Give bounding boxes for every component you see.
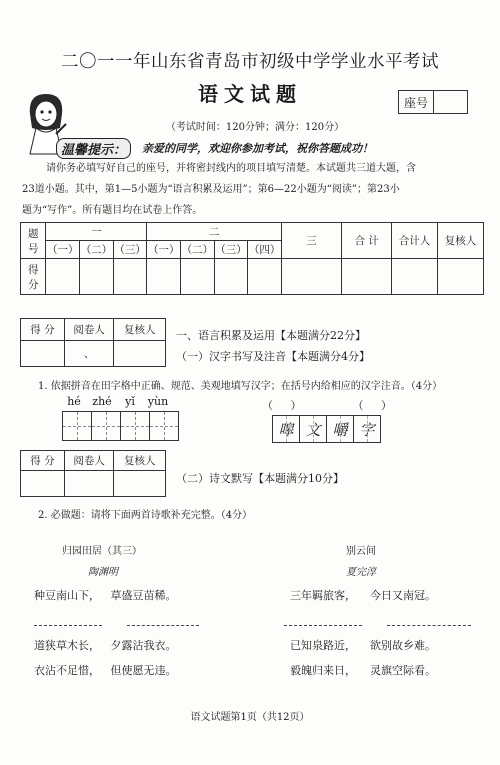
pinyin-1: hé: [67, 395, 81, 408]
paren-blank-1[interactable]: （ ）: [262, 399, 302, 412]
score-table-section-2: 二: [147, 223, 282, 241]
section2-sub2: （二）诗文默写【本题满分10分】: [176, 472, 344, 485]
pinyin-4: yùn: [147, 395, 169, 408]
poem1-title: 归园田居（其三）: [62, 546, 142, 557]
score-cell[interactable]: [80, 259, 114, 295]
score-table-total: 合 计: [342, 223, 392, 259]
page-footer: 语文试题第1页（共12页）: [190, 712, 310, 723]
poem2-title: 别云间: [346, 546, 376, 557]
grader-reader-cell[interactable]: [64, 471, 114, 497]
score-cell[interactable]: [214, 259, 248, 295]
seat-number-box: [398, 90, 468, 114]
poem2-line1: 三年羁旅客， 今日又南冠。: [290, 589, 436, 602]
notice-line1: 请你务必填写好自己的座号，并将密封线内的项目填写清楚。本试题共三道大题，含: [46, 163, 416, 174]
time-info: （考试时间：120分钟；满分：120分）: [165, 122, 345, 133]
grader-reviewer-cell[interactable]: [114, 341, 166, 367]
poem1-author: 陶渊明: [88, 567, 118, 578]
poem1-line4: 衣沾不足惜， 但使愿无违。: [34, 664, 177, 677]
seat-label: 座号: [399, 91, 434, 113]
pinyin-3: yǐ: [125, 395, 135, 408]
score-table-col: （三）: [214, 241, 248, 259]
poem1-line1: 种豆南山下， 草盛豆苗稀。: [34, 589, 177, 602]
score-table-col: （一）: [46, 241, 80, 259]
grader-score-cell[interactable]: [21, 471, 65, 497]
score-row-label: 得 分: [21, 259, 46, 295]
grader-box-1: [20, 318, 166, 367]
score-cell[interactable]: [342, 259, 392, 295]
grader-reviewer-label: 复核人: [114, 451, 166, 471]
notice-line2: 23道小题。其中，第1—5小题为“语言积累及运用”；第6—22小题为“阅读”；第23小: [22, 184, 400, 195]
paren-row: [262, 397, 392, 413]
tianzige-grid: [62, 411, 179, 441]
grader-score-label: 得 分: [21, 451, 65, 471]
grader-reviewer-cell[interactable]: [114, 471, 166, 497]
score-table-col: （三）: [113, 241, 147, 259]
score-table-section-3: 三: [281, 223, 341, 259]
tianzige-cell-1[interactable]: [62, 411, 91, 441]
notice-greeting: 亲爱的同学，欢迎你参加考试，祝你答题成功！: [142, 142, 373, 155]
score-cell[interactable]: [113, 259, 147, 295]
hanzi-cell-1: 嗥: [272, 415, 299, 443]
score-table-total-person: 合计人: [392, 223, 438, 259]
grader-reviewer-label: 复核人: [114, 319, 166, 341]
hanzi-cell-2: 文: [299, 415, 326, 443]
hanzi-grid: [272, 415, 381, 443]
poem2-blank-line[interactable]: [284, 611, 471, 630]
score-table-col: （一）: [147, 241, 181, 259]
grader-reader-cell[interactable]: 、: [64, 341, 114, 367]
section1-title: 一、语言积累及运用【本题满分22分】: [176, 329, 366, 342]
score-cell[interactable]: [437, 259, 483, 295]
score-cell[interactable]: [46, 259, 80, 295]
score-table: [20, 222, 484, 295]
score-table-col: （四）: [248, 241, 282, 259]
score-cell[interactable]: [281, 259, 341, 295]
score-table-section-1: 一: [46, 223, 147, 241]
q2-text: 2. 必做题：请将下面两首诗歌补充完整。（4分）: [38, 510, 253, 521]
poem1-line3: 道狭草木长， 夕露沾我衣。: [34, 639, 177, 652]
exam-title: 二〇一一年山东省青岛市初级中学学业水平考试: [61, 52, 439, 72]
poem1-blank-line[interactable]: [34, 611, 199, 630]
q1-text: 1. 依据拼音在田字格中正确、规范、美观地填写汉字；在括号内给相应的汉字注音。（4分）: [38, 381, 443, 392]
pinyin-2: zhé: [92, 395, 112, 408]
grader-reader-label: 阅卷人: [64, 319, 114, 341]
subject-title: 语文试题: [198, 82, 302, 106]
score-cell[interactable]: [147, 259, 181, 295]
score-table-col: （二）: [181, 241, 215, 259]
tianzige-cell-4[interactable]: [149, 411, 179, 441]
grader-box-2: [20, 450, 166, 497]
grader-reader-label: 阅卷人: [64, 451, 114, 471]
section1-sub1: （一）汉字书写及注音【本题满分4分】: [176, 350, 370, 363]
grader-score-cell[interactable]: [21, 341, 65, 367]
score-table-col: （二）: [80, 241, 114, 259]
grader-score-label: 得 分: [21, 319, 65, 341]
paren-blank-2[interactable]: （ ）: [352, 399, 392, 412]
hanzi-cell-4: 字: [353, 415, 381, 443]
hanzi-cell-3: 嚼: [326, 415, 353, 443]
notice-line3: 题为“写作”。所有题目均在试卷上作答。: [22, 205, 203, 216]
tianzige-cell-2[interactable]: [91, 411, 120, 441]
score-cell[interactable]: [248, 259, 282, 295]
tianzige-cell-3[interactable]: [120, 411, 149, 441]
poem2-author: 夏完淳: [346, 567, 376, 578]
score-cell[interactable]: [392, 259, 438, 295]
pinyin-row: [60, 395, 180, 408]
poem2-line3: 已知泉路近， 欲别故乡难。: [290, 639, 436, 652]
seat-input[interactable]: [434, 91, 467, 113]
score-table-reviewer: 复核人: [437, 223, 483, 259]
poem2-line4: 毅魄归来日， 灵旗空际看。: [290, 664, 436, 677]
score-cell[interactable]: [181, 259, 215, 295]
score-table-header: 题 号: [21, 223, 46, 259]
notice-badge: 温馨提示：: [56, 138, 131, 159]
